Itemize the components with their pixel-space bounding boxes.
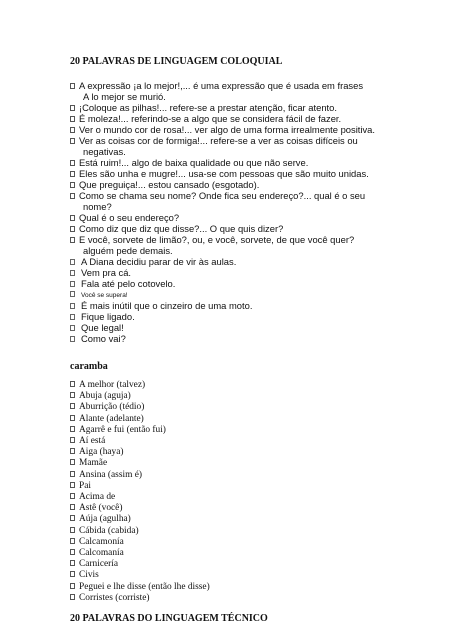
list-item: Como se chama seu nome? Onde fica seu endereço?... qual é o seu nome? bbox=[70, 190, 375, 212]
checkbox-icon bbox=[70, 336, 75, 342]
list-item: Agarrê e fui (então fui) bbox=[70, 425, 210, 436]
checkbox-icon bbox=[70, 171, 75, 177]
checkbox-icon bbox=[70, 160, 75, 166]
example-phrases-list bbox=[70, 256, 252, 344]
checkbox-icon bbox=[70, 437, 75, 443]
checkbox-icon bbox=[70, 325, 75, 331]
checkbox-icon bbox=[70, 237, 75, 243]
list-item: Astê (você) bbox=[70, 503, 210, 514]
checkbox-icon bbox=[70, 471, 75, 477]
list-item: Você se supera! bbox=[70, 289, 252, 300]
checkbox-icon bbox=[70, 459, 75, 465]
section-title-colloquial: 20 PALAVRAS DE LINGUAGEM COLOQUIAL bbox=[70, 56, 283, 67]
list-item: Civis bbox=[70, 570, 210, 581]
checkbox-icon bbox=[70, 83, 75, 89]
checkbox-icon bbox=[70, 314, 75, 320]
list-item: E você, sorvete de limão?, ou, e você, sorvete, de que você quer? alguém pede demais. bbox=[70, 234, 375, 256]
checkbox-icon bbox=[70, 138, 75, 144]
checkbox-icon bbox=[70, 527, 75, 533]
list-item: Aiga (haya) bbox=[70, 447, 210, 458]
list-item: Mamãe bbox=[70, 458, 210, 469]
list-item: Está ruim!... algo de baixa qualidade ou que não serve. bbox=[70, 157, 375, 168]
list-item: A melhor (talvez) bbox=[70, 380, 210, 391]
checkbox-icon bbox=[70, 594, 75, 600]
checkbox-icon bbox=[70, 403, 75, 409]
list-item: Como vai? bbox=[70, 333, 252, 344]
checkbox-icon bbox=[70, 515, 75, 521]
list-item: Fique ligado. bbox=[70, 311, 252, 322]
checkbox-icon bbox=[70, 270, 75, 276]
list-item: Qual é o seu endereço? bbox=[70, 212, 375, 223]
list-item: ¡Coloque as pilhas!... refere-se a prestar atenção, ficar atento. bbox=[70, 102, 375, 113]
list-item: Cábida (cabida) bbox=[70, 526, 210, 537]
list-item: É mais inútil que o cinzeiro de uma moto. bbox=[70, 300, 252, 311]
section-title-technical: 20 PALAVRAS DO LINGUAGEM TÉCNICO bbox=[70, 613, 268, 624]
checkbox-icon bbox=[70, 281, 75, 287]
list-item: Abuja (aguja) bbox=[70, 391, 210, 402]
checkbox-icon bbox=[70, 127, 75, 133]
colloquial-expressions-list bbox=[70, 80, 375, 256]
list-item: A expressão ¡a lo mejor!,... é uma expressão que é usada em frases A lo mejor se murió. bbox=[70, 80, 375, 102]
list-item: Vem pra cá. bbox=[70, 267, 252, 278]
checkbox-icon bbox=[70, 493, 75, 499]
checkbox-icon bbox=[70, 426, 75, 432]
checkbox-icon bbox=[70, 571, 75, 577]
checkbox-icon bbox=[70, 182, 75, 188]
list-item: Ver as coisas cor de formiga!... refere-se a ver as coisas difíceis ou negativas. bbox=[70, 135, 375, 157]
list-item: Alante (adelante) bbox=[70, 414, 210, 425]
checkbox-icon bbox=[70, 105, 75, 111]
checkbox-icon bbox=[70, 482, 75, 488]
checkbox-icon bbox=[70, 116, 75, 122]
list-item: Acima de bbox=[70, 492, 210, 503]
list-item: Aúja (agulha) bbox=[70, 514, 210, 525]
checkbox-icon bbox=[70, 303, 75, 309]
checkbox-icon bbox=[70, 560, 75, 566]
section-title-caramba: caramba bbox=[70, 361, 108, 372]
list-item: Como diz que diz que disse?... O que quis dizer? bbox=[70, 223, 375, 234]
list-item: Calcamonía bbox=[70, 537, 210, 548]
list-item: Ver o mundo cor de rosa!... ver algo de uma forma irrealmente positiva. bbox=[70, 124, 375, 135]
list-item: A Diana decidiu parar de vir às aulas. bbox=[70, 256, 252, 267]
list-item: Ansina (assim é) bbox=[70, 470, 210, 481]
checkbox-icon bbox=[70, 549, 75, 555]
list-item: Corristes (corriste) bbox=[70, 593, 210, 604]
checkbox-icon bbox=[70, 215, 75, 221]
checkbox-icon bbox=[70, 259, 75, 265]
checkbox-icon bbox=[70, 193, 75, 199]
checkbox-icon bbox=[70, 415, 75, 421]
list-item: Pai bbox=[70, 481, 210, 492]
checkbox-icon bbox=[70, 504, 75, 510]
word-list bbox=[70, 380, 210, 604]
list-item: Aí está bbox=[70, 436, 210, 447]
checkbox-icon bbox=[70, 226, 75, 232]
checkbox-icon bbox=[70, 381, 75, 387]
list-item: Calcomanía bbox=[70, 548, 210, 559]
list-item: Eles são unha e mugre!... usa-se com pessoas que são muito unidas. bbox=[70, 168, 375, 179]
checkbox-icon bbox=[70, 448, 75, 454]
checkbox-icon bbox=[70, 538, 75, 544]
list-item: Fala até pelo cotovelo. bbox=[70, 278, 252, 289]
list-item: Que preguiça!... estou cansado (esgotado). bbox=[70, 179, 375, 190]
list-item: É moleza!... referindo-se a algo que se considera fácil de fazer. bbox=[70, 113, 375, 124]
list-item: Aburrição (tédio) bbox=[70, 402, 210, 413]
checkbox-icon bbox=[70, 291, 75, 297]
list-item: Carnicería bbox=[70, 559, 210, 570]
checkbox-icon bbox=[70, 583, 75, 589]
list-item: Peguei e lhe disse (então lhe disse) bbox=[70, 582, 210, 593]
list-item: Que legal! bbox=[70, 322, 252, 333]
checkbox-icon bbox=[70, 392, 75, 398]
